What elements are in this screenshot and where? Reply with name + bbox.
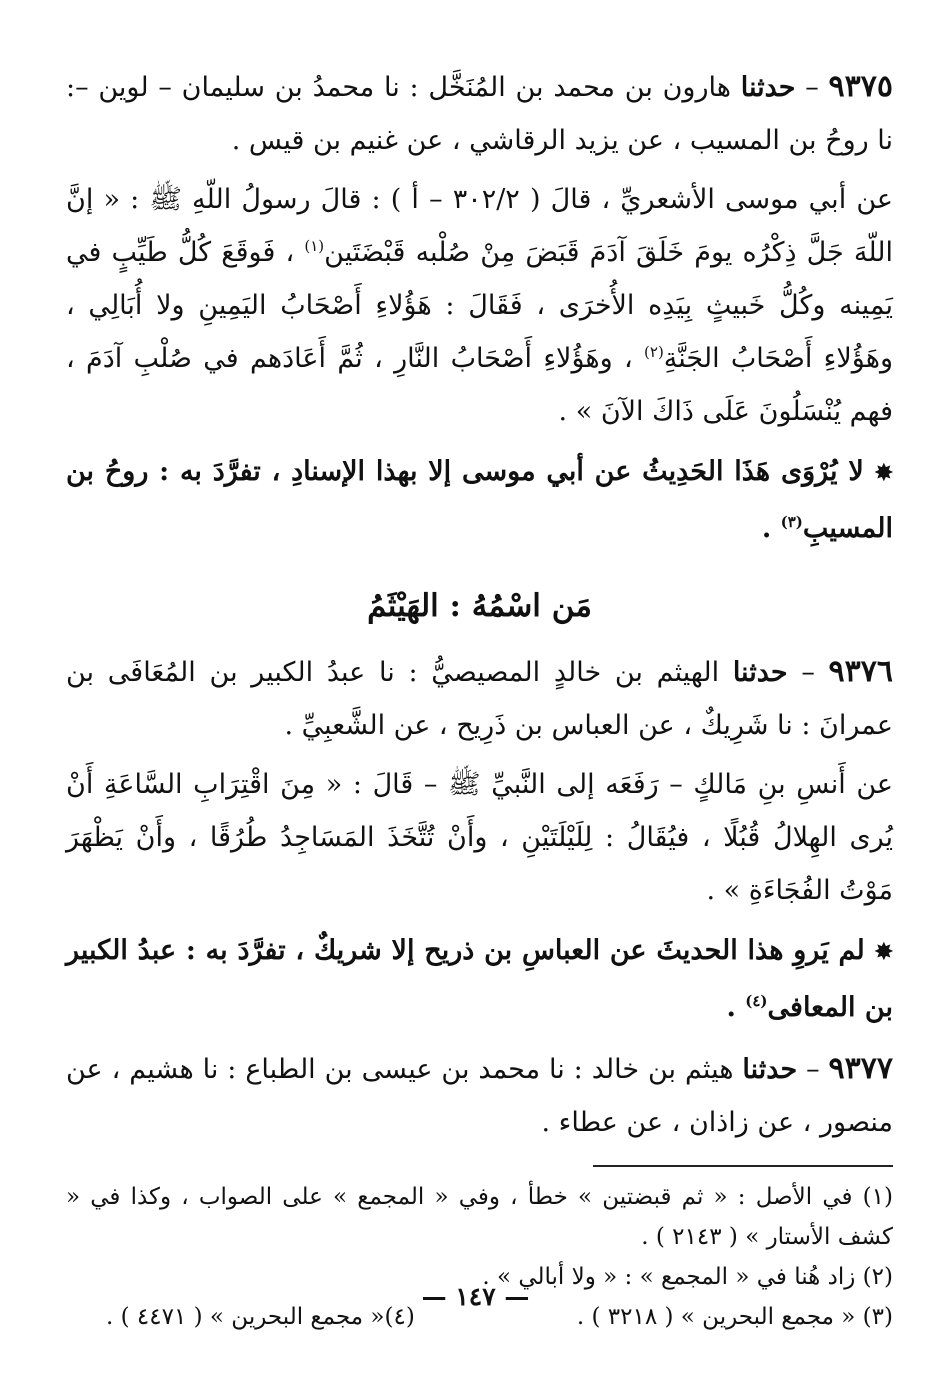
hadith-9375-note [66,444,893,557]
hadith-isnad-text: هيثم بن خالد : نا محمد بن عيسى بن الطباع : نا هشيم ، عن منصور ، عن زاذان ، عن عطاء . [66,1054,893,1138]
hadith-9377-isnad: ٩٣٧٧ – حدثنا هيثم بن خالد : نا محمد بن عيسى بن الطباع : نا هشيم ، عن منصور ، عن زاذان ، عن عطاء . [66,1051,893,1138]
footnote-3: (٣) « مجمع البحرين » ( ٣٢١٨ ) . [576,1304,893,1330]
hadith-number: ٩٣٧٧ [828,1051,893,1086]
star-icon: ✸ [874,939,894,965]
footnote-4: (٤)« مجمع البحرين » ( ٤٤٧١ ) . [106,1304,415,1330]
hadith-said: حدثنا [742,1054,798,1085]
footnote-marker: (٣) [780,513,803,531]
hadith-9376-note [66,923,893,1036]
footnote-2: (٢) زاد هُنا في « المجمع » : « ولا أبالي » . [482,1264,893,1290]
footnote-marker: (١) [304,237,325,255]
page-number: — ١٤٧ — [421,1282,530,1311]
hadith-said: حدثنا [732,657,788,688]
hadith-9376-matn: عن أَنسِ بنِ مَالكٍ – رَفَعَه إلى النَّبيِّ ﷺ – قَالَ : « مِنَ اقْتِرَابِ السَّاعَةِ أَنْ يُرى الهِلالُ قُبُلًا ، فيُقَالُ : لِلَيْلَتَيْنِ ، وأَنْ تُتَّخَذَ المَسَاجِدُ طُرُقًا ، وأَنْ يَظْهَرَ مَوْتُ الفُجَاءَةِ » . [66,769,893,906]
footnote-marker: (٢) [644,343,664,361]
matn-text: ، فَوقَعَ كُلُّ طَيِّبٍ في يَمِينه وكُلُّ خَبيثٍ بِيَدِه الأُخرَى ، فَقَالَ : هَؤُلاءِ أَصْحَابُ اليَمِينِ ولا أُبَالِي ، وهَؤُلاءِ أَصْحَابُ الجَنَّةِ [66,237,894,374]
note-end: . [761,513,781,544]
matn-text: ، وهَؤُلاءِ أَصْحَابُ النَّارِ ، ثُمَّ أَعَادَهم في صُلْبِ آدَمَ ، فهم يُنْسَلُونَ عَلَى ذَاكَ الآنَ » . [66,343,893,427]
note-end: . [726,992,746,1023]
footnote-1: (١) في الأصل : « ثم قبضتين » خطأ ، وفي « المجمع » على الصواب ، وكذا في « كشف الأستار » ( ٢١٤٣ ) . [66,1184,893,1250]
hadith-9376-isnad: ٩٣٧٦ – حدثنا الهيثم بن خالدٍ المصيصيُّ : نا عبدُ الكبير بن المُعَافَى بن عمرانَ : نا شَرِيكٌ ، عن العباس بن ذَرِيح ، عن الشَّعبِيِّ . [66,654,893,741]
hadith-9375-isnad: ٩٣٧٥ – حدثنا هارون بن محمد بن المُنَخَّل : نا محمدُ بن سليمان – لوين –: نا روحُ بن المسيب ، عن يزيد الرقاشي ، عن غنيم بن قيس . [66,69,893,156]
hadith-9375-matn [66,173,893,438]
matn-text: عن أبي موسى الأشعريِّ ، قالَ ( ٣٠٢/٢ – أ ) : قالَ رسولُ اللّهِ ﷺ : « إنَّ اللّهَ جَلَّ ذِكْرُه يومَ خَلَقَ آدَمَ قَبَضَ مِنْ صُلْبه قَبْضَتَين [66,184,894,268]
note-text: لم يَروِ هذا الحديثَ عن العباسِ بن ذريح إلا شريكٌ ، تفرَّدَ به : عبدُ الكبير بن المعافى [66,935,893,1023]
section-heading: مَن اسْمُهُ : الهَيْثَمُ [367,588,592,624]
footnote-separator [66,1165,893,1167]
footnotes [66,1177,893,1337]
hadith-number: ٩٣٧٥ [828,69,893,104]
note-text: لا يُرْوَى هَذَا الحَدِيثُ عن أبي موسى إلا بهذا الإسنادِ ، تفرَّدَ به : روحُ بن المسيبِ [66,456,893,544]
footnote-marker: (٤) [745,992,768,1010]
hadith-number: ٩٣٧٦ [828,654,893,689]
hadith-isnad-text: هارون بن محمد بن المُنَخَّل : نا محمدُ بن سليمان – لوين –: نا روحُ بن المسيب ، عن يزيد الرقاشي ، عن غنيم بن قيس . [66,72,893,156]
star-icon: ✸ [874,460,894,486]
hadith-said: حدثنا [740,72,796,103]
hadith-isnad-text: الهيثم بن خالدٍ المصيصيُّ : نا عبدُ الكبير بن المُعَافَى بن عمرانَ : نا شَرِيكٌ ، عن العباس بن ذَرِيح ، عن الشَّعبِيِّ . [66,657,893,741]
